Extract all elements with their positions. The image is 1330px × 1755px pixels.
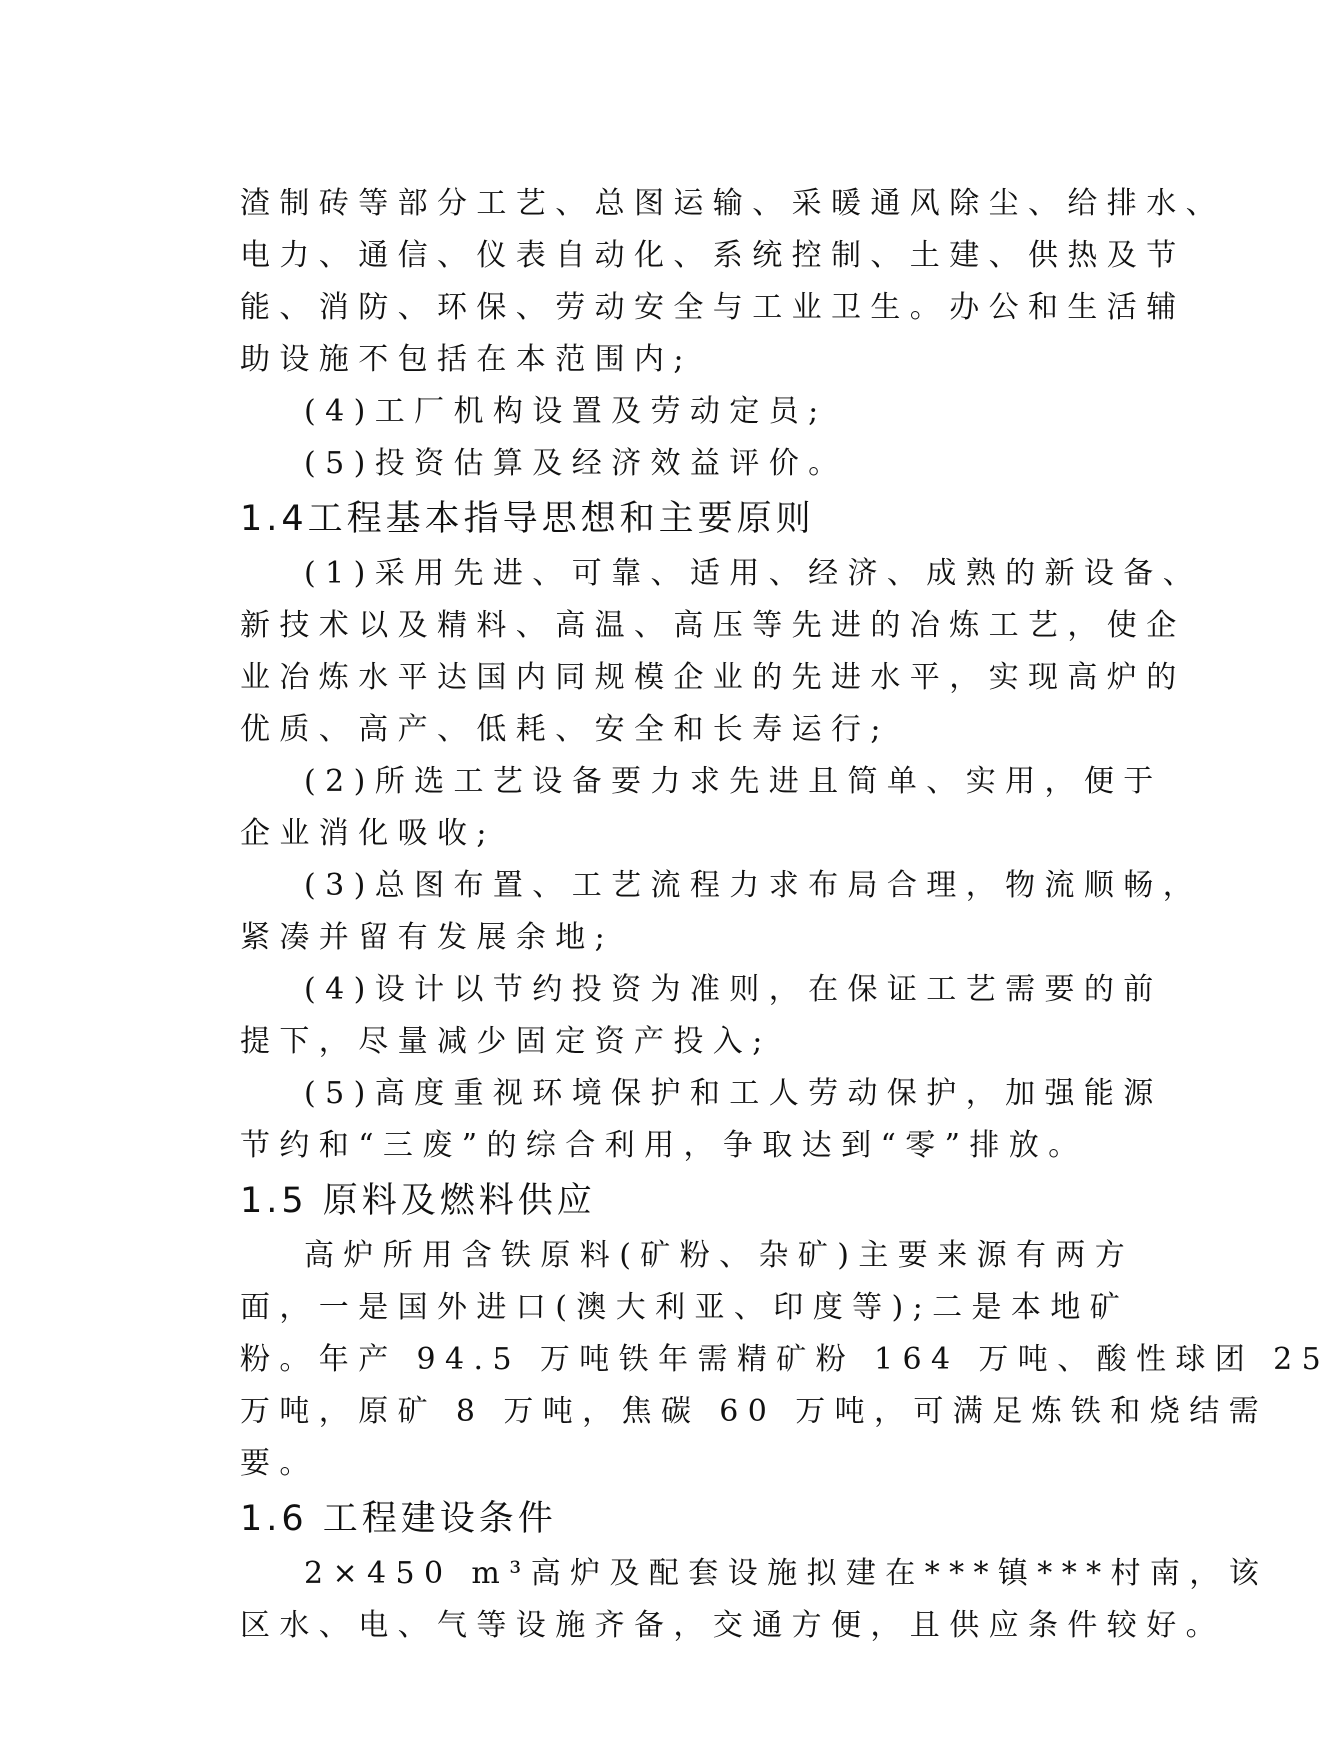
text-line: 区水、电、气等设施齐备，交通方便，且供应条件较好。 — [240, 1608, 1225, 1643]
text-line: (5)高度重视环境保护和工人劳动保护，加强能源 — [304, 1076, 1163, 1111]
text-line: 渣制砖等部分工艺、总图运输、采暖通风除尘、给排水、 — [240, 186, 1225, 221]
text-line: 优质、高产、低耗、安全和长寿运行; — [240, 712, 890, 747]
raw-material-paragraph — [240, 1230, 1330, 1490]
text-line: 新技术以及精料、高温、高压等先进的冶炼工艺，使企 — [240, 608, 1186, 643]
text-line: (4)设计以节约投资为准则，在保证工艺需要的前 — [304, 972, 1163, 1007]
section-heading-1-5: 1.5 原料及燃料供应 — [240, 1181, 596, 1221]
text-line: 粉。年产 94.5 万吨铁年需精矿粉 164 万吨、酸性球团 25 — [240, 1342, 1330, 1377]
document-page — [240, 178, 1330, 1652]
text-line: 要。 — [240, 1446, 319, 1481]
section-heading-1-6: 1.6 工程建设条件 — [240, 1499, 557, 1539]
text-line: 万吨，原矿 8 万吨，焦碳 60 万吨，可满足炼铁和烧结需 — [240, 1394, 1269, 1429]
text-line: 业冶炼水平达国内同规模企业的先进水平，实现高炉的 — [240, 660, 1186, 695]
scope-item-4: (4)工厂机构设置及劳动定员; — [304, 394, 828, 429]
text-line: 提下，尽量减少固定资产投入; — [240, 1024, 772, 1059]
text-line: (2)所选工艺设备要力求先进且简单、实用，便于 — [304, 764, 1163, 799]
text-line: 电力、通信、仪表自动化、系统控制、土建、供热及节 — [240, 238, 1186, 273]
intro-paragraph — [240, 178, 1225, 386]
text-line: 高炉所用含铁原料(矿粉、杂矿)主要来源有两方 — [304, 1238, 1135, 1273]
principle-item-2 — [240, 756, 1163, 860]
text-line: 企业消化吸收; — [240, 816, 496, 851]
text-line: 助设施不包括在本范围内; — [240, 342, 693, 377]
text-line: 能、消防、环保、劳动安全与工业卫生。办公和生活辅 — [240, 290, 1186, 325]
scope-list — [240, 386, 1076, 490]
text-line: 节约和“三废”的综合利用，争取达到“零”排放。 — [240, 1128, 1088, 1163]
text-line: 2×450 m³高炉及配套设施拟建在***镇***村南，该 — [304, 1556, 1269, 1591]
text-line: 面，一是国外进口(澳大利亚、印度等);二是本地矿 — [240, 1290, 1130, 1325]
text-line: (3)总图布置、工艺流程力求布局合理，物流顺畅， — [304, 868, 1203, 903]
section-heading-1-4: 1.4工程基本指导思想和主要原则 — [240, 499, 815, 539]
construction-conditions-paragraph — [240, 1548, 1269, 1652]
scope-item-5: (5)投资估算及经济效益评价。 — [304, 446, 848, 481]
text-line: (1)采用先进、可靠、适用、经济、成熟的新设备、 — [304, 556, 1203, 591]
principle-item-1 — [240, 548, 1203, 756]
principle-item-3 — [240, 860, 1203, 964]
principle-item-5 — [240, 1068, 1163, 1172]
principle-item-4 — [240, 964, 1163, 1068]
text-line: 紧凑并留有发展余地; — [240, 920, 615, 955]
